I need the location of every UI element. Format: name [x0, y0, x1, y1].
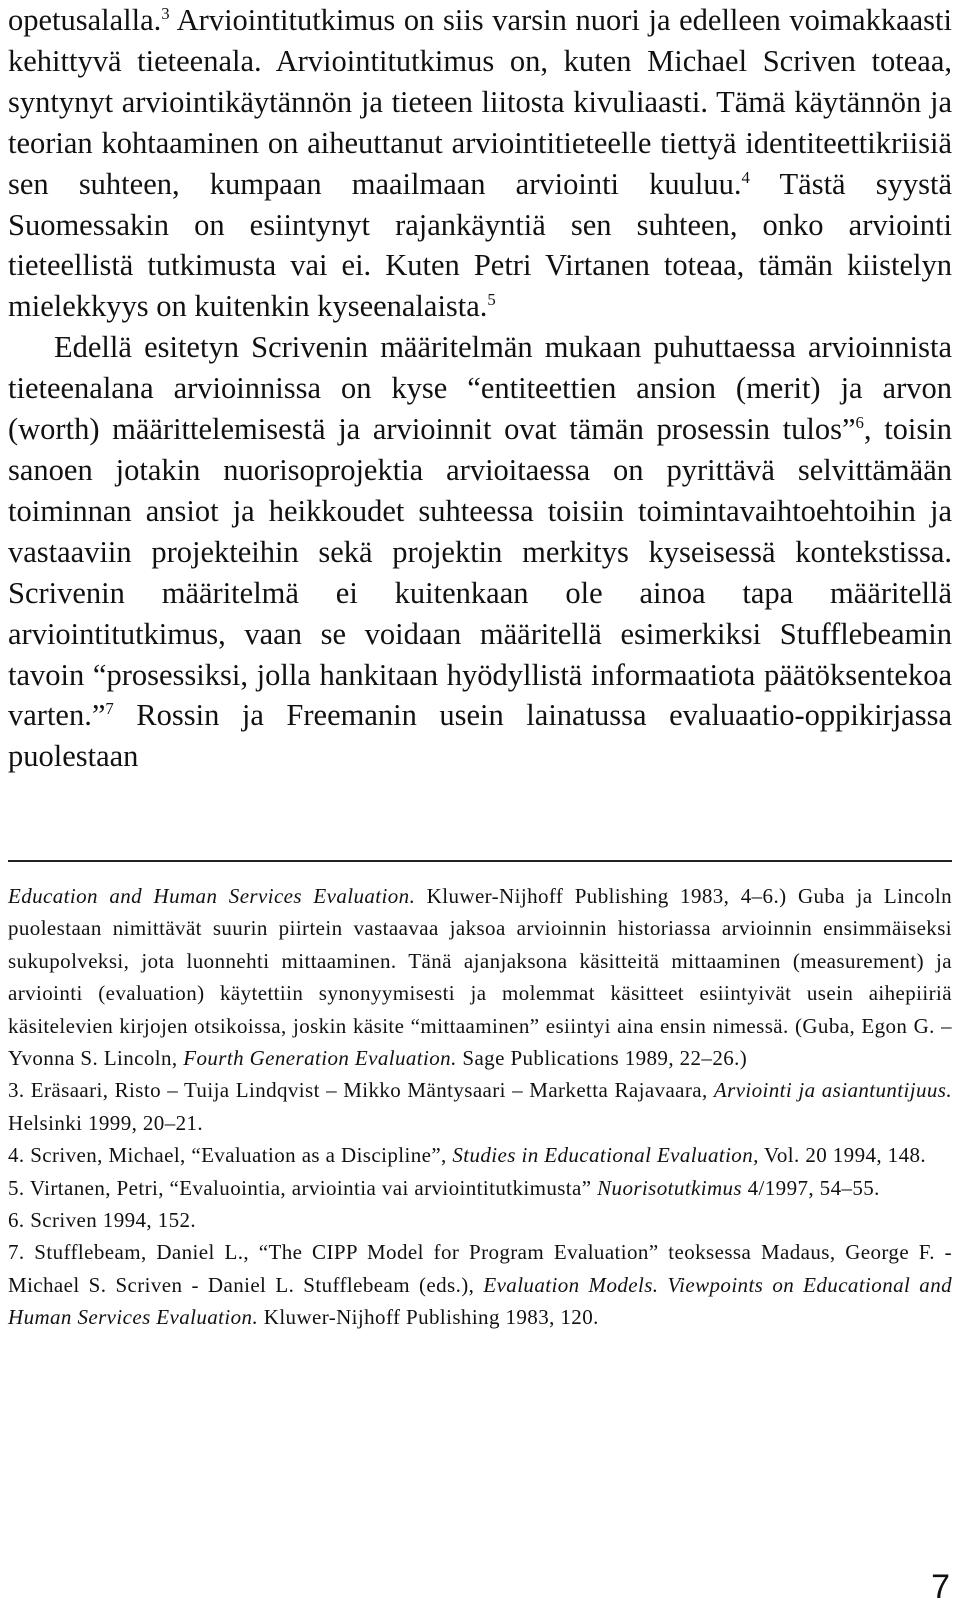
text-run: Kluwer-Nijhoff Publishing 1983, 120. [258, 1305, 599, 1330]
footnote-ref-5[interactable]: 5 [487, 290, 496, 310]
footnote-divider [8, 860, 952, 862]
text-run: 6. Scriven 1994, 152. [8, 1208, 197, 1233]
italic-title: Evaluation Models. Viewpoints on Educational and Human Services Evaluation. [8, 1272, 952, 1330]
main-text [8, 0, 952, 777]
page-number: 7 [931, 1568, 950, 1606]
text-run: 7. Stufflebeam, Daniel L., “The CIPP Model for Program Evaluation” teoksessa Madaus, George F. - Michael S. Scriven - Daniel L. Stufflebeam (eds.), [8, 1240, 952, 1297]
footnote-3 [8, 1074, 952, 1139]
footnotes [8, 880, 952, 1334]
paragraph-2 [8, 327, 952, 777]
text-run: Rossin ja Freemanin usein lainatussa evaluaatio-oppikirjassa puolestaan [8, 698, 952, 774]
footnote-ref-7[interactable]: 7 [105, 699, 114, 719]
text-run: Vol. 20 1994, 148. [758, 1143, 927, 1168]
italic-title: Nuorisotutkimus [597, 1175, 742, 1200]
text-run: 3. Eräsaari, Risto – Tuija Lindqvist – Mikko Mäntysaari – Marketta Rajavaara, [8, 1078, 714, 1103]
text-run: Helsinki 1999, 20–21. [8, 1110, 204, 1135]
text-run: Kluwer-Nijhoff Publishing 1983, 4–6.) Guba ja Lincoln puolestaan nimittävät suurin piirtein vastaavaa jaksoa arvioinnin historiassa arvioinnin ensimmäiseksi sukupolveksi, jota luonnehti mittaaminen. Tänä ajanjaksona käsitteitä mittaaminen (measurement) ja arviointi (evaluation) käytettiin synonyymisesti ja molemmat käsitteet esiintyivät usein aihepiiriä käsitelevien kirjojen otsikoissa, joskin käsite “mittaaminen” esiintyi aina ensin nimessä. (Guba, Egon G. – Yvonna S. Lincoln, [8, 884, 953, 1071]
footnote-ref-3[interactable]: 3 [161, 3, 170, 23]
text-run: Arviointitutkimus on siis varsin nuori ja edelleen voimakkaasti kehittyvä tieteenala. Arviointitutkimus on, kuten Michael Scriven toteaa, syntynyt arviointikäytännön ja tieteen liitosta kivuliaasti. Tämä käytännön ja teorian kohtaaminen on aiheuttanut arviointitieteelle tiettyä identiteettikriisiä sen suhteen, kumpaan maailmaan arviointi kuuluu. [8, 3, 952, 201]
paragraph-1 [8, 0, 952, 327]
footnote-ref-6[interactable]: 6 [855, 412, 864, 432]
italic-title: Fourth Generation Evaluation. [183, 1046, 457, 1071]
footnote-4 [8, 1139, 952, 1171]
text-run: 4. Scriven, Michael, “Evaluation as a Discipline”, [8, 1143, 453, 1168]
italic-title: Education and Human Services Evaluation. [8, 884, 416, 908]
text-run: opetusalalla. [8, 3, 162, 37]
footnote-6 [8, 1204, 952, 1236]
text-run: Sage Publications 1989, 22–26.) [456, 1046, 748, 1071]
text-run: 4/1997, 54–55. [742, 1175, 880, 1200]
footnote-7 [8, 1236, 952, 1333]
text-run: Tästä syystä Suomessakin on esiintynyt rajankäyntiä sen suhteen, onko arviointi tieteellistä tutkimusta vai ei. Kuten Petri Virtanen toteaa, tämän kiistelyn mielekkyys on kuitenkin kyseenalaista. [8, 166, 953, 324]
italic-title: Studies in Educational Evaluation, [452, 1143, 759, 1168]
footnote-continued [8, 880, 952, 1074]
footnote-5 [8, 1172, 952, 1204]
text-run: , toisin sanoen jotakin nuorisoprojektia arvioitaessa on pyrittävä selvittämään toiminnan ansiot ja heikkoudet suhteessa toisiin toimintavaihtoehtoihin ja vastaaviin projekteihin sekä projektin merkitys kyseisessä kontekstissa. Scrivenin määritelmä ei kuitenkaan ole ainoa tapa määritellä arviointitutkimus, vaan se voidaan määritellä esimerkiksi Stufflebeamin tavoin “prosessiksi, jolla hankitaan hyödyllistä informaatiota päätöksentekoa varten.” [8, 412, 952, 733]
footnote-ref-4[interactable]: 4 [741, 167, 750, 187]
text-run: 5. Virtanen, Petri, “Evaluointia, arviointia vai arviointitutkimusta” [8, 1175, 598, 1200]
italic-title: Arviointi ja asiantuntijuus. [713, 1078, 952, 1103]
text-run: Edellä esitetyn Scrivenin määritelmän mukaan puhuttaessa arvioinnista tieteenalana arvioinnissa on kyse “entiteettien ansion (merit) ja arvon (worth) määrittelemisestä ja arvioinnit ovat tämän prosessin tulos” [8, 330, 952, 447]
